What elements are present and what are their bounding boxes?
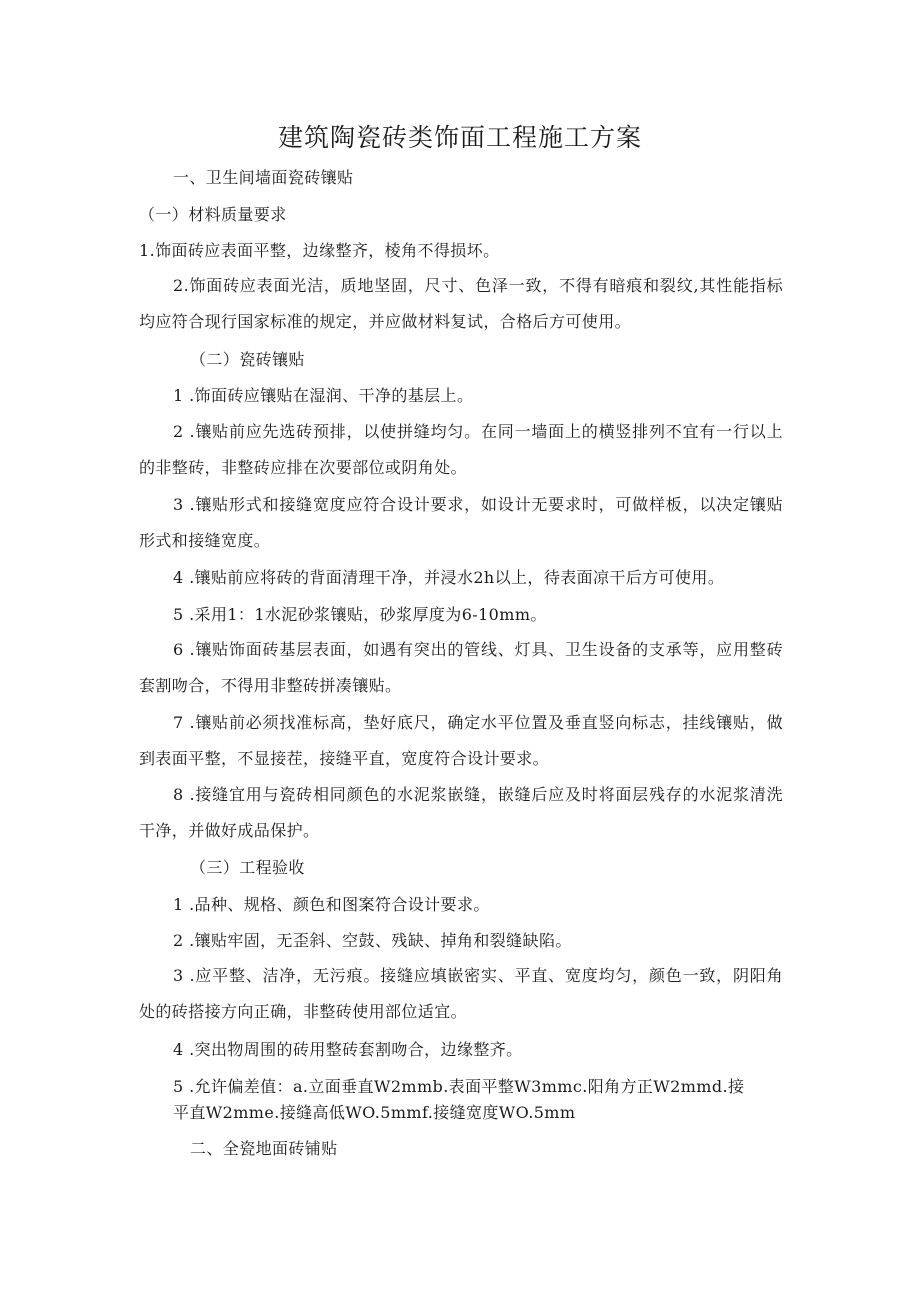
paragraph-text: 8 .接缝宜用与瓷砖相同颜色的水泥浆嵌缝，嵌缝后应及时将面层残存的水泥浆清洗干净，并做好成品保护。 xyxy=(139,785,783,840)
list-item: 1 .饰面砖应镶贴在湿润、干净的基层上。 xyxy=(173,386,474,405)
list-item: 1.饰面砖应表面平整，边缘整齐，棱角不得损坏。 xyxy=(139,241,500,260)
section-heading: 一、卫生间墙面瓷砖镶贴 xyxy=(173,168,354,187)
paragraph-text: 7 .镶贴前必须找准标高，垫好底尺，确定水平位置及垂直竖向标志，挂线镶贴，做到表面平整，不显接茬，接缝平直，宽度符合设计要求。 xyxy=(139,713,783,768)
subsection-heading: （二）瓷砖镶贴 xyxy=(190,350,305,369)
paragraph-text: 3 .应平整、洁净，无污痕。接缝应填嵌密实、平直、宽度均匀，颜色一致，阴阳角处的砖搭接方向正确，非整砖使用部位适宜。 xyxy=(139,966,783,1021)
paragraph-text: 3 .镶贴形式和接缝宽度应符合设计要求，如设计无要求时，可做样板，以决定镶贴形式和接缝宽度。 xyxy=(139,495,783,550)
list-item: 2 .镶贴牢固，无歪斜、空鼓、残缺、掉角和裂缝缺陷。 xyxy=(173,931,572,950)
paragraph xyxy=(139,958,783,1030)
list-item: 1 .品种、规格、颜色和图案符合设计要求。 xyxy=(173,895,490,914)
paragraph-text: 6 .镶贴饰面砖基层表面，如遇有突出的管线、灯具、卫生设备的支承等，应用整砖套割吻合，不得用非整砖拼凑镶贴。 xyxy=(139,640,783,695)
paragraph xyxy=(139,268,783,340)
list-item: 5 .允许偏差值：a.立面垂直W2mmb.表面平整W3mmc.阳角方正W2mmd.接 xyxy=(173,1077,745,1096)
paragraph-text: 2.饰面砖应表面光洁，质地坚固，尺寸、色泽一致，不得有暗痕和裂纹,其性能指标均应符合现行国家标准的规定，并应做材料复试，合格后方可使用。 xyxy=(139,276,783,331)
list-item: 5 .采用1：1水泥砂浆镶贴，砂浆厚度为6-10mm。 xyxy=(173,605,547,624)
list-item-continuation: 平直W2mme.接缝高低WO.5mmf.接缝宽度WO.5mm xyxy=(173,1103,576,1122)
paragraph xyxy=(139,777,783,849)
paragraph-text: 2 .镶贴前应先选砖预排，以使拼缝均匀。在同一墙面上的横竖排列不宜有一行以上的非整砖，非整砖应排在次要部位或阴角处。 xyxy=(139,422,783,477)
document-title: 建筑陶瓷砖类饰面工程施工方案 xyxy=(277,123,642,152)
list-item: 4 .镶贴前应将砖的背面清理干净，并浸水2h以上，待表面凉干后方可使用。 xyxy=(173,568,725,587)
paragraph xyxy=(139,632,783,704)
section-heading: 二、全瓷地面砖铺贴 xyxy=(190,1139,338,1158)
paragraph xyxy=(139,487,783,559)
subsection-heading: （一）材料质量要求 xyxy=(139,205,287,224)
subsection-heading: （三）工程验收 xyxy=(190,858,305,877)
paragraph xyxy=(139,705,783,777)
list-item: 4 .突出物周围的砖用整砖套割吻合，边缘整齐。 xyxy=(173,1040,523,1059)
paragraph xyxy=(139,414,783,486)
